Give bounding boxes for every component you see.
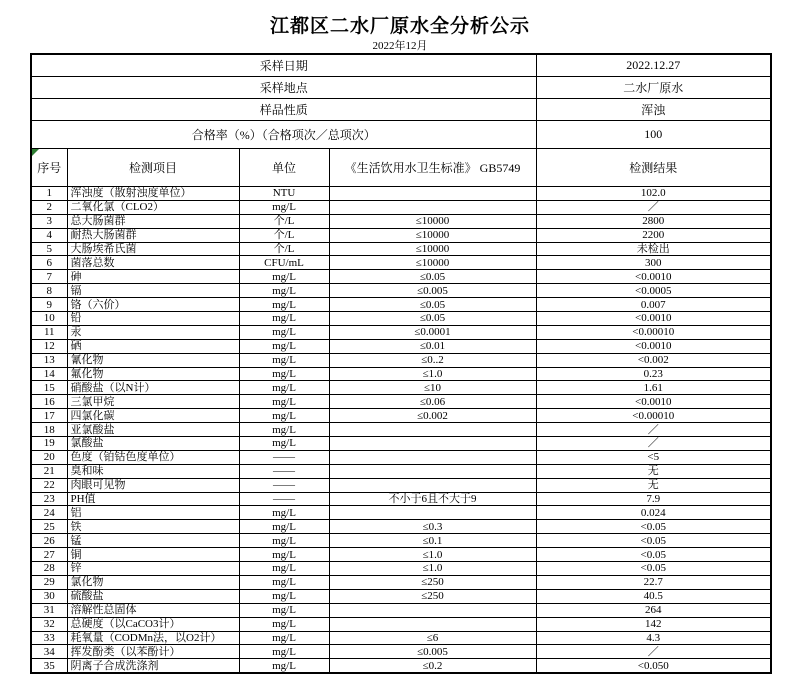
table-row: [31, 631, 771, 645]
row-standard: ≤0.0001: [329, 325, 536, 339]
table-row: [31, 534, 771, 548]
row-standard: [329, 617, 536, 631]
row-result: 300: [536, 256, 771, 270]
row-result: 2200: [536, 228, 771, 242]
row-result: ／: [536, 423, 771, 437]
row-item: 臭和味: [67, 464, 239, 478]
row-unit: mg/L: [239, 548, 329, 562]
row-unit: ——: [239, 464, 329, 478]
row-no: 29: [31, 575, 67, 589]
table-row: [31, 520, 771, 534]
table-row: [31, 325, 771, 339]
row-standard: ≤0.005: [329, 284, 536, 298]
info-label-text: 采样地点: [259, 81, 308, 95]
row-no: 7: [31, 270, 67, 284]
row-standard: ≤0.3: [329, 520, 536, 534]
row-standard: ≤250: [329, 589, 536, 603]
row-item: 耐热大肠菌群: [67, 228, 239, 242]
info-row: [31, 77, 771, 99]
row-unit: NTU: [239, 187, 329, 201]
row-no: 21: [31, 464, 67, 478]
row-unit: mg/L: [239, 437, 329, 451]
row-item: 铝: [67, 506, 239, 520]
info-value-text: 浑浊: [641, 103, 666, 117]
row-result: 无: [536, 464, 771, 478]
row-result: <0.0010: [536, 312, 771, 326]
row-unit: ——: [239, 450, 329, 464]
row-result: 7.9: [536, 492, 771, 506]
row-item: 二氧化氯（CLO2）: [67, 200, 239, 214]
row-result: <0.05: [536, 562, 771, 576]
info-value: [536, 121, 771, 149]
row-unit: mg/L: [239, 520, 329, 534]
row-result: 40.5: [536, 589, 771, 603]
row-standard: 不小于6且不大于9: [329, 492, 536, 506]
row-standard: ≤10: [329, 381, 536, 395]
row-standard: ≤0.1: [329, 534, 536, 548]
row-unit: 个/L: [239, 242, 329, 256]
row-standard: ≤10000: [329, 214, 536, 228]
row-unit: mg/L: [239, 617, 329, 631]
table-row: [31, 617, 771, 631]
table-row: [31, 187, 771, 201]
column-header-4: [536, 149, 771, 187]
row-unit: mg/L: [239, 506, 329, 520]
row-no: 15: [31, 381, 67, 395]
table-row: [31, 659, 771, 673]
info-row: [31, 54, 771, 77]
row-item: 砷: [67, 270, 239, 284]
row-item: 大肠埃希氏菌: [67, 242, 239, 256]
row-item: 亚氯酸盐: [67, 423, 239, 437]
table-row: [31, 409, 771, 423]
row-unit: mg/L: [239, 395, 329, 409]
row-result: ／: [536, 645, 771, 659]
row-no: 8: [31, 284, 67, 298]
table-row: [31, 381, 771, 395]
row-standard: ≤10000: [329, 256, 536, 270]
info-value-text: 100: [644, 127, 663, 141]
row-no: 2: [31, 200, 67, 214]
row-no: 27: [31, 548, 67, 562]
row-unit: mg/L: [239, 631, 329, 645]
info-row: [31, 99, 771, 121]
row-unit: mg/L: [239, 423, 329, 437]
row-no: 22: [31, 478, 67, 492]
column-header-0: [31, 149, 67, 187]
column-header-label: 《生活饮用水卫生标准》 GB5749: [344, 161, 521, 175]
row-no: 9: [31, 298, 67, 312]
row-result: 未检出: [536, 242, 771, 256]
table-row: [31, 437, 771, 451]
info-label: [31, 77, 536, 99]
row-no: 18: [31, 423, 67, 437]
row-unit: 个/L: [239, 228, 329, 242]
row-standard: [329, 603, 536, 617]
row-no: 4: [31, 228, 67, 242]
info-label: [31, 121, 536, 149]
column-header-label: 序号: [37, 161, 62, 175]
row-result: ／: [536, 437, 771, 451]
table-row: [31, 603, 771, 617]
info-value-text: 2022.12.27: [626, 58, 681, 72]
table-row: [31, 228, 771, 242]
table-row: [31, 270, 771, 284]
row-standard: ≤6: [329, 631, 536, 645]
row-unit: mg/L: [239, 312, 329, 326]
row-no: 19: [31, 437, 67, 451]
table-row: [31, 450, 771, 464]
row-item: 氟化物: [67, 367, 239, 381]
table-row: [31, 200, 771, 214]
row-result: 0.024: [536, 506, 771, 520]
row-standard: [329, 450, 536, 464]
row-result: 0.23: [536, 367, 771, 381]
row-item: 氯酸盐: [67, 437, 239, 451]
row-result: 264: [536, 603, 771, 617]
row-item: 总大肠菌群: [67, 214, 239, 228]
row-result: 4.3: [536, 631, 771, 645]
row-item: 三氯甲烷: [67, 395, 239, 409]
row-item: 锌: [67, 562, 239, 576]
row-unit: 个/L: [239, 214, 329, 228]
row-result: <0.0005: [536, 284, 771, 298]
table-row: [31, 645, 771, 659]
row-unit: mg/L: [239, 381, 329, 395]
table-row: [31, 478, 771, 492]
info-label-text: 样品性质: [259, 103, 308, 117]
row-result: 102.0: [536, 187, 771, 201]
column-header-1: [67, 149, 239, 187]
row-unit: mg/L: [239, 339, 329, 353]
table-row: [31, 339, 771, 353]
row-no: 6: [31, 256, 67, 270]
table-row: [31, 423, 771, 437]
row-result: <0.05: [536, 534, 771, 548]
row-unit: CFU/mL: [239, 256, 329, 270]
info-row: [31, 121, 771, 149]
row-no: 13: [31, 353, 67, 367]
report-month: 2022年12月: [372, 40, 428, 52]
analysis-table: [30, 53, 772, 674]
table-row: [31, 256, 771, 270]
row-standard: [329, 506, 536, 520]
row-standard: ≤0.05: [329, 298, 536, 312]
row-no: 5: [31, 242, 67, 256]
table-row: [31, 589, 771, 603]
row-standard: ≤1.0: [329, 367, 536, 381]
row-result: <5: [536, 450, 771, 464]
row-no: 20: [31, 450, 67, 464]
row-no: 34: [31, 645, 67, 659]
row-item: 氯化物: [67, 575, 239, 589]
row-item: 铜: [67, 548, 239, 562]
info-value-text: 二水厂原水: [623, 81, 684, 95]
column-header-label: 检测结果: [629, 161, 678, 175]
table-row: [31, 312, 771, 326]
page-title: 江都区二水厂原水全分析公示: [269, 16, 530, 37]
info-value: [536, 99, 771, 121]
row-result: <0.00010: [536, 325, 771, 339]
row-no: 1: [31, 187, 67, 201]
column-header-3: [329, 149, 536, 187]
row-unit: mg/L: [239, 603, 329, 617]
column-header-label: 检测项目: [128, 161, 177, 175]
table-row: [31, 367, 771, 381]
table-row: [31, 575, 771, 589]
row-unit: mg/L: [239, 367, 329, 381]
row-unit: mg/L: [239, 645, 329, 659]
table-row: [31, 464, 771, 478]
row-no: 31: [31, 603, 67, 617]
row-unit: mg/L: [239, 589, 329, 603]
row-item: 氰化物: [67, 353, 239, 367]
row-unit: ——: [239, 492, 329, 506]
table-body: [31, 54, 771, 673]
info-label-text: 合格率（%）（合格项次／总项次）: [191, 128, 376, 142]
row-no: 35: [31, 659, 67, 673]
row-unit: mg/L: [239, 575, 329, 589]
row-result: 1.61: [536, 381, 771, 395]
table-row: [31, 506, 771, 520]
row-unit: mg/L: [239, 409, 329, 423]
row-standard: ≤0.05: [329, 312, 536, 326]
row-result: <0.00010: [536, 409, 771, 423]
table-row: [31, 353, 771, 367]
row-standard: [329, 478, 536, 492]
row-standard: ≤0.005: [329, 645, 536, 659]
row-item: 硫酸盐: [67, 589, 239, 603]
table-row: [31, 298, 771, 312]
row-no: 25: [31, 520, 67, 534]
row-standard: ≤10000: [329, 228, 536, 242]
row-item: 肉眼可见物: [67, 478, 239, 492]
row-item: 锰: [67, 534, 239, 548]
row-result: <0.0010: [536, 270, 771, 284]
row-item: 挥发酚类（以苯酚计）: [67, 645, 239, 659]
row-item: 溶解性总固体: [67, 603, 239, 617]
row-standard: [329, 200, 536, 214]
row-unit: mg/L: [239, 534, 329, 548]
row-standard: ≤0.06: [329, 395, 536, 409]
row-item: 铬（六价）: [67, 298, 239, 312]
row-standard: [329, 437, 536, 451]
row-unit: mg/L: [239, 325, 329, 339]
row-result: <0.050: [536, 659, 771, 673]
table-row: [31, 492, 771, 506]
info-label-text: 采样日期: [259, 59, 308, 73]
row-no: 33: [31, 631, 67, 645]
row-no: 17: [31, 409, 67, 423]
row-standard: ≤0.01: [329, 339, 536, 353]
row-item: PH值: [67, 492, 239, 506]
cell-error-indicator-icon: [32, 149, 39, 156]
row-item: 菌落总数: [67, 256, 239, 270]
row-unit: mg/L: [239, 353, 329, 367]
row-item: 汞: [67, 325, 239, 339]
row-item: 色度（铂钴色度单位）: [67, 450, 239, 464]
column-header-row: [31, 149, 771, 187]
row-item: 硝酸盐（以N计）: [67, 381, 239, 395]
row-standard: [329, 187, 536, 201]
row-unit: mg/L: [239, 562, 329, 576]
row-item: 硒: [67, 339, 239, 353]
row-no: 26: [31, 534, 67, 548]
row-no: 23: [31, 492, 67, 506]
info-value: [536, 77, 771, 99]
table-row: [31, 284, 771, 298]
row-unit: mg/L: [239, 659, 329, 673]
row-item: 阴离子合成洗涤剂: [67, 659, 239, 673]
table-row: [31, 242, 771, 256]
row-no: 32: [31, 617, 67, 631]
row-unit: mg/L: [239, 284, 329, 298]
column-header-label: 单位: [271, 161, 296, 175]
row-item: 四氯化碳: [67, 409, 239, 423]
row-no: 11: [31, 325, 67, 339]
info-label: [31, 99, 536, 121]
row-result: <0.002: [536, 353, 771, 367]
table-row: [31, 548, 771, 562]
row-no: 3: [31, 214, 67, 228]
table-row: [31, 562, 771, 576]
row-unit: ——: [239, 478, 329, 492]
row-standard: ≤0.2: [329, 659, 536, 673]
row-standard: ≤250: [329, 575, 536, 589]
row-result: 22.7: [536, 575, 771, 589]
row-result: <0.0010: [536, 395, 771, 409]
row-result: 142: [536, 617, 771, 631]
table-row: [31, 395, 771, 409]
row-result: 无: [536, 478, 771, 492]
row-unit: mg/L: [239, 270, 329, 284]
row-standard: ≤0.002: [329, 409, 536, 423]
row-standard: ≤10000: [329, 242, 536, 256]
row-no: 14: [31, 367, 67, 381]
row-no: 10: [31, 312, 67, 326]
row-unit: mg/L: [239, 200, 329, 214]
table-row: [31, 214, 771, 228]
row-standard: [329, 423, 536, 437]
row-item: 浑浊度（散射浊度单位）: [67, 187, 239, 201]
column-header-2: [239, 149, 329, 187]
row-unit: mg/L: [239, 298, 329, 312]
row-item: 铁: [67, 520, 239, 534]
row-standard: ≤1.0: [329, 562, 536, 576]
row-standard: ≤0..2: [329, 353, 536, 367]
row-no: 16: [31, 395, 67, 409]
row-item: 铅: [67, 312, 239, 326]
row-result: 2800: [536, 214, 771, 228]
row-result: <0.05: [536, 548, 771, 562]
info-label: [31, 54, 536, 77]
row-result: 0.007: [536, 298, 771, 312]
row-item: 总硬度（以CaCO3计）: [67, 617, 239, 631]
row-item: 耗氧量（CODMn法，以O2计）: [67, 631, 239, 645]
row-no: 30: [31, 589, 67, 603]
row-no: 28: [31, 562, 67, 576]
row-no: 24: [31, 506, 67, 520]
row-standard: ≤0.05: [329, 270, 536, 284]
row-standard: ≤1.0: [329, 548, 536, 562]
row-no: 12: [31, 339, 67, 353]
row-item: 镉: [67, 284, 239, 298]
row-standard: [329, 464, 536, 478]
row-result: <0.0010: [536, 339, 771, 353]
row-result: ／: [536, 200, 771, 214]
info-value: [536, 54, 771, 77]
row-result: <0.05: [536, 520, 771, 534]
